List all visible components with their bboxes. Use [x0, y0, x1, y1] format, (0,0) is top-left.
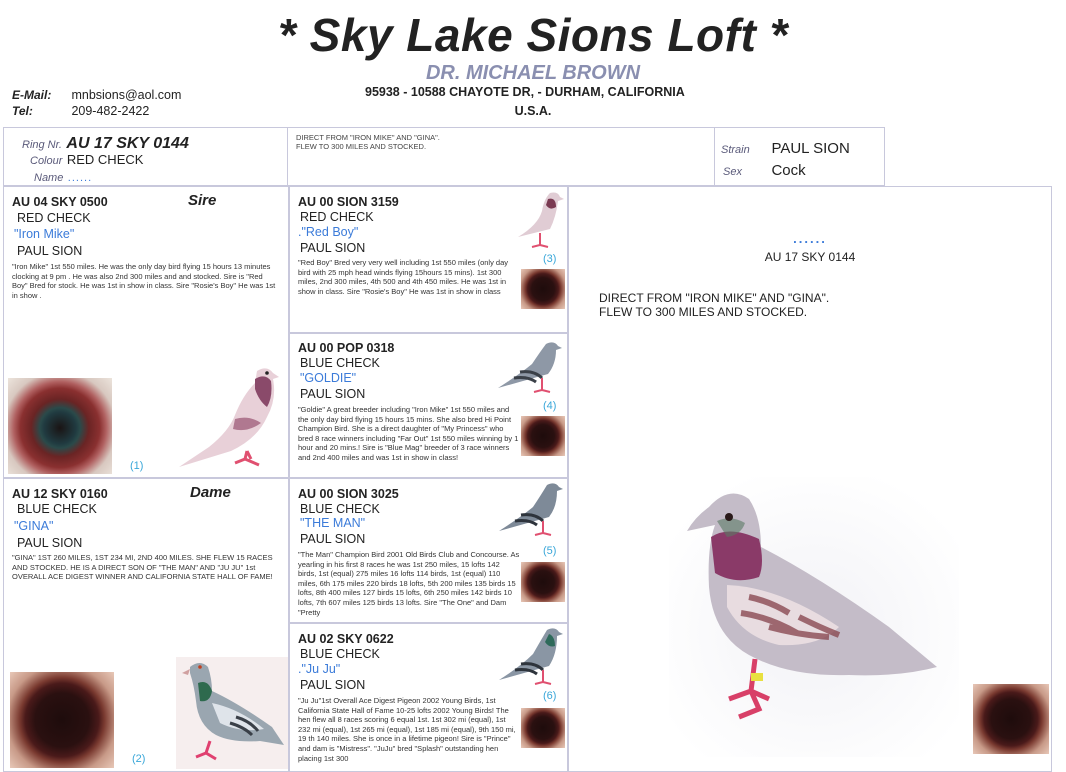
- granddam-card-4: [289, 333, 568, 478]
- loft-country: U.S.A.: [514, 104, 552, 118]
- gp3-ring: AU 00 SION 3159: [298, 195, 399, 209]
- gp3-pigeon-photo: [510, 189, 565, 251]
- grandsire-card-5: [289, 478, 568, 623]
- strain-value: PAUL SION: [771, 140, 850, 157]
- main-name: ......: [793, 231, 827, 246]
- gp3-name: ."Red Boy": [298, 225, 359, 239]
- sex-label: Sex: [723, 166, 742, 178]
- dame-strain: PAUL SION: [17, 536, 83, 550]
- dame-name: "GINA": [14, 519, 54, 533]
- tel-label: Tel:: [12, 104, 33, 118]
- gp4-name: "GOLDIE": [300, 371, 357, 385]
- gp5-ring: AU 00 SION 3025: [298, 487, 399, 501]
- sire-strain: PAUL SION: [17, 244, 83, 258]
- dame-eye-photo: [10, 672, 114, 768]
- gp3-colour: RED CHECK: [300, 210, 374, 224]
- gp5-pigeon-photo: [495, 481, 567, 543]
- sire-eye-photo: [8, 378, 112, 474]
- contact-block: [12, 86, 181, 118]
- email-label: E-Mail:: [12, 88, 52, 102]
- main-notes-line-1: DIRECT FROM "IRON MIKE" AND "GINA".: [599, 291, 830, 305]
- gp6-name: ."Ju Ju": [298, 662, 341, 676]
- owner-name: DR. MICHAEL BROWN: [425, 62, 641, 84]
- gp6-strain: PAUL SION: [300, 678, 366, 692]
- granddam-card-6: [289, 623, 568, 772]
- name-value: ......: [67, 172, 93, 184]
- email-link[interactable]: mnbsions@aol.com: [71, 88, 182, 102]
- dame-description: "GINA" 1ST 260 MILES, 1ST 234 MI, 2ND 400 MILES. SHE FLEW 15 RACES AND STOCKED. HE IS A DIRECT SON OF "THE MAN" AND "JU JU" 1st OVERALL ACE DIGEST WINNER AND CALIFORNIA STATE HALL OF FAME!: [12, 553, 273, 582]
- dame-colour: BLUE CHECK: [17, 502, 97, 516]
- sire-role: Sire: [188, 192, 217, 209]
- gp4-pigeon-photo: [490, 338, 565, 398]
- sire-ring: AU 04 SKY 0500: [12, 195, 108, 209]
- loft-title: * Sky Lake Sions Loft *: [278, 9, 788, 61]
- gp5-description: "The Man" Champion Bird 2001 Old Birds Club and Concourse. As yearling in his first 8 races he was 1st 250 miles, 15 lofts 142 birds, 1st (equal) 275 miles 16 lofts 114 birds, 1st (equal) 110 miles, 6th 175 miles 220 birds 18 lofts, 5th 200 miles 135 birds 15 lofts, 8th 400 miles 127 birds 15 lofts, 6th 250 miles 142 birds 10 lofts, 7th 607 miles 125 birds 13 lofts. Sire "The One" and Dam "Pretty: [298, 550, 520, 617]
- sire-name: "Iron Mike": [14, 227, 75, 241]
- name-label: Name: [34, 172, 64, 184]
- notes-line-1: DIRECT FROM "IRON MIKE" AND "GINA".: [296, 133, 440, 142]
- sire-card: [3, 186, 289, 478]
- gp5-photo-number: (5): [543, 545, 557, 557]
- tel-value: 209-482-2422: [71, 104, 150, 118]
- loft-address: 95938 - 10588 CHAYOTE DR, - DURHAM, CALIFORNIA: [365, 85, 685, 99]
- ring-number: AU 17 SKY 0144: [66, 135, 189, 152]
- gp4-ring: AU 00 POP 0318: [298, 341, 395, 355]
- sex-value: Cock: [771, 162, 806, 179]
- gp3-eye-photo: [521, 269, 565, 309]
- strain-sex-box: [714, 127, 885, 186]
- gp5-eye-photo: [521, 562, 565, 602]
- gp4-photo-number: (4): [543, 400, 557, 412]
- gp5-strain: PAUL SION: [300, 532, 366, 546]
- gp4-colour: BLUE CHECK: [300, 356, 380, 370]
- gp4-eye-photo: [521, 416, 565, 456]
- sire-photo-number: (1): [130, 460, 144, 472]
- gp3-photo-number: (3): [543, 253, 557, 265]
- main-pigeon-photo: [669, 477, 959, 757]
- gp4-description: "Goldie" A great breeder including "Iron Mike" 1st 550 miles and the only day bird flying 15 hours 15 mins. She also bred Hi Point Champion Bird. She is a direct daughter of "My Princess" who bred 8 race winners including "Far Out" 1st 550 miles winning by 1 hour and 20 mins.! Sire is "Blue Mag" breeder of 3 race winners and 2nd 400 miles and was 1st in show in class!: [298, 405, 519, 462]
- strain-label: Strain: [721, 144, 750, 156]
- gp6-photo-number: (6): [543, 690, 557, 702]
- gp6-colour: BLUE CHECK: [300, 647, 380, 661]
- colour-label: Colour: [30, 155, 63, 167]
- sire-colour: RED CHECK: [17, 211, 91, 225]
- dame-photo-number: (2): [132, 753, 146, 765]
- dame-role: Dame: [190, 484, 231, 501]
- grandsire-card-3: [289, 186, 568, 333]
- gp5-colour: BLUE CHECK: [300, 502, 380, 516]
- main-notes-line-2: FLEW TO 300 MILES AND STOCKED.: [599, 305, 808, 319]
- gp6-ring: AU 02 SKY 0622: [298, 632, 394, 646]
- colour-value: RED CHECK: [66, 152, 144, 167]
- gp3-description: "Red Boy" Bred very very well including 1st 550 miles (only day bird with 25 mph head winds flying 15hours 15 mins). 1st 300 miles, 2nd 300 miles, 4th 500 and 4th 450 miles. He was 1st in show in class. Sire "Rosie's Boy" He was 1st in show in class: [298, 258, 508, 296]
- notes-line-2: FLEW TO 300 MILES AND STOCKED.: [296, 142, 427, 151]
- dame-pigeon-photo: [176, 657, 288, 769]
- gp5-name: "THE MAN": [300, 516, 366, 530]
- sire-pigeon-photo: [169, 359, 284, 474]
- ring-label: Ring Nr.: [22, 139, 62, 151]
- bird-notes-box: [287, 127, 716, 186]
- gp6-eye-photo: [521, 708, 565, 748]
- main-ring: AU 17 SKY 0144: [764, 250, 856, 264]
- gp6-pigeon-photo: [495, 626, 567, 692]
- main-bird-panel: [568, 186, 1052, 772]
- gp4-strain: PAUL SION: [300, 387, 366, 401]
- main-eye-photo: [973, 684, 1049, 754]
- dame-ring: AU 12 SKY 0160: [12, 487, 108, 501]
- bird-id-box: [3, 127, 289, 186]
- gp6-description: "Ju Ju"1st Overall Ace Digest Pigeon 2002 Young Birds, 1st California State Hall of Fame 10-25 lofts 2002 Young Birds! The hen flew all 8 races scoring 6 equal 1st. 1st 302 mi (equal), 1st 232 mi (equal), 1st 265 mi (equal), 1st 185 mi (equal), 9th 150 mi, 19 th 140 miles. She is once in a lifetime pigeon! Sire is "Prince" and dam is "Mistress". "JuJu" bred "Splash" outstanding hen placing 1st 300: [298, 696, 516, 763]
- sire-description: "Iron Mike" 1st 550 miles. He was the only day bird flying 15 hours 13 minutes clocking at 9 pm . He was also 2nd 300 miles and and stocked. Sire is "Red Boy" Bred for stock. He was 1st in show in class. Sire "Rosie's Boy" He was 1st in show .: [12, 262, 276, 300]
- dame-card: [3, 478, 289, 772]
- gp3-strain: PAUL SION: [300, 241, 366, 255]
